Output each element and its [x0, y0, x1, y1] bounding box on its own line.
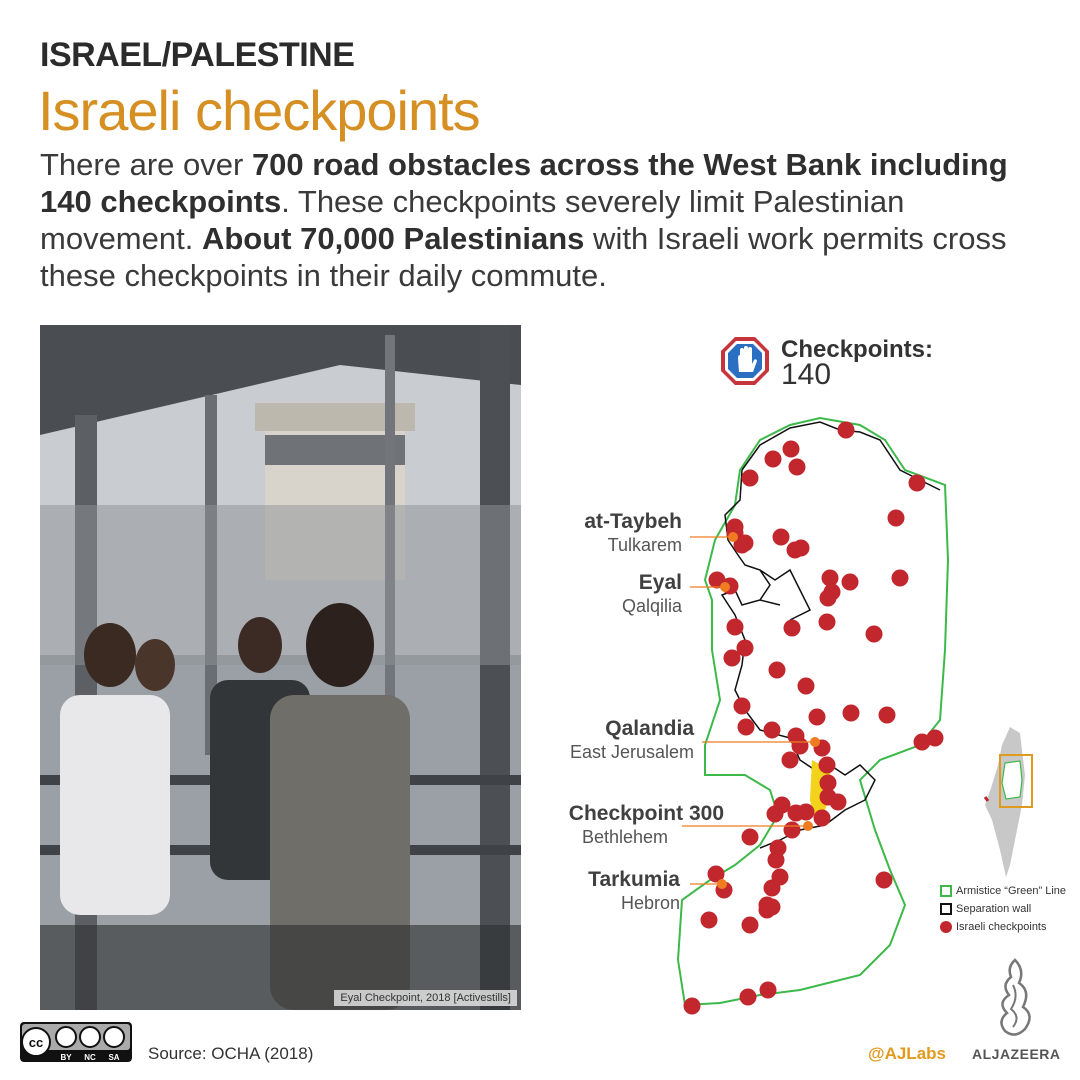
photo-credit: Eyal Checkpoint, 2018 [Activestills] — [334, 990, 517, 1006]
checkpoint-dot — [765, 451, 782, 468]
checkpoint-dot — [892, 570, 909, 587]
highlighted-checkpoint-dot — [728, 532, 738, 542]
brand-wordmark: ALJAZEERA — [972, 1046, 1061, 1062]
label-checkpoint-300: Checkpoint 300 — [568, 802, 724, 825]
checkpoint-dot — [764, 899, 781, 916]
label-eyal: Eyal — [638, 571, 682, 594]
cc-license-badge — [20, 1022, 132, 1062]
intro-segment: with Israeli work permits cross these checkpoints in their daily commute. — [40, 221, 1007, 293]
map-key — [940, 882, 1066, 936]
highlighted-checkpoint-dot — [720, 582, 730, 592]
highlighted-checkpoint-dot — [810, 737, 820, 747]
key-green-line: Armistice “Green” Line — [940, 882, 1066, 900]
key-checkpoints: Israeli checkpoints — [940, 918, 1066, 936]
checkpoint-dot — [784, 620, 801, 637]
checkpoint-dot — [768, 852, 785, 869]
checkpoint-dot — [701, 912, 718, 929]
label-east-jerusalem: East Jerusalem — [569, 742, 694, 762]
svg-text:BY: BY — [60, 1053, 72, 1062]
checkpoint-dot — [727, 619, 744, 636]
checkpoint-dot — [742, 829, 759, 846]
checkpoint-dot — [792, 738, 809, 755]
checkpoint-dot — [789, 459, 806, 476]
checkpoint-dot — [824, 584, 841, 601]
checkpoint-dot — [876, 872, 893, 889]
checkpoint-dot — [819, 757, 836, 774]
label-tarkumia: Tarkumia — [588, 868, 680, 891]
highlighted-checkpoint-dot — [803, 821, 813, 831]
checkpoint-dot — [843, 705, 860, 722]
label-at-taybeh: at-Taybeh — [584, 510, 682, 533]
checkpoint-dot — [927, 730, 944, 747]
checkpoint-dot — [830, 794, 847, 811]
checkpoint-dot — [909, 475, 926, 492]
svg-text:cc: cc — [28, 1035, 44, 1050]
intro-segment: 700 road obstacles across the West Bank including 140 checkpoints — [40, 147, 1008, 219]
locator-map — [980, 725, 1040, 880]
checkpoint-dot — [866, 626, 883, 643]
checkpoint-dot — [738, 719, 755, 736]
checkpoint-dot — [842, 574, 859, 591]
label-hebron: Hebron — [620, 893, 680, 913]
checkpoint-dot — [783, 441, 800, 458]
aljazeera-logo-icon — [985, 955, 1045, 1045]
checkpoint-dot — [724, 650, 741, 667]
key-separation-wall: Separation wall — [940, 900, 1066, 918]
checkpoint-dot — [819, 614, 836, 631]
legend-title: Checkpoints: — [781, 336, 934, 363]
checkpoint-dot — [798, 678, 815, 695]
label-qalqilia: Qalqilia — [621, 596, 682, 616]
label-qalandia: Qalandia — [605, 717, 694, 740]
checkpoint-dot — [782, 752, 799, 769]
intro-segment: . These checkpoints severely limit Palestinian movement. — [40, 184, 905, 256]
label-bethlehem: Bethlehem — [581, 827, 668, 847]
checkpoint-dot — [764, 880, 781, 897]
checkpoint-dot — [888, 510, 905, 527]
checkpoint-dot — [879, 707, 896, 724]
checkpoint-count: 140 — [781, 358, 832, 391]
checkpoint-dot — [684, 998, 701, 1015]
svg-text:NC: NC — [84, 1053, 96, 1062]
checkpoint-dot — [769, 662, 786, 679]
checkpoint-dot — [740, 989, 757, 1006]
intro-segment: About 70,000 Palestinians — [201, 221, 585, 256]
svg-text:SA: SA — [108, 1053, 120, 1062]
checkpoint-dot — [760, 982, 777, 999]
checkpoint-dot — [773, 529, 790, 546]
kicker: ISRAEL/PALESTINE — [40, 36, 355, 74]
checkpoint-dot — [784, 822, 801, 839]
source-note: Source: OCHA (2018) — [148, 1044, 314, 1063]
checkpoint-dot — [809, 709, 826, 726]
label-tulkarem: Tulkarem — [607, 535, 682, 555]
checkpoint-dot — [838, 422, 855, 439]
checkpoint-dot — [734, 698, 751, 715]
checkpoint-dot — [764, 722, 781, 739]
page-title: Israeli checkpoints — [38, 79, 480, 142]
checkpoint-dot — [742, 470, 759, 487]
checkpoint-dot — [793, 540, 810, 557]
highlighted-checkpoint-dot — [717, 879, 727, 889]
checkpoint-dot — [814, 810, 831, 827]
intro-segment: There are over — [40, 147, 252, 182]
checkpoint-dot — [798, 804, 815, 821]
checkpoint-dot — [742, 917, 759, 934]
checkpoint-dot — [767, 806, 784, 823]
ajlabs-handle[interactable]: @AJLabs — [868, 1044, 946, 1063]
